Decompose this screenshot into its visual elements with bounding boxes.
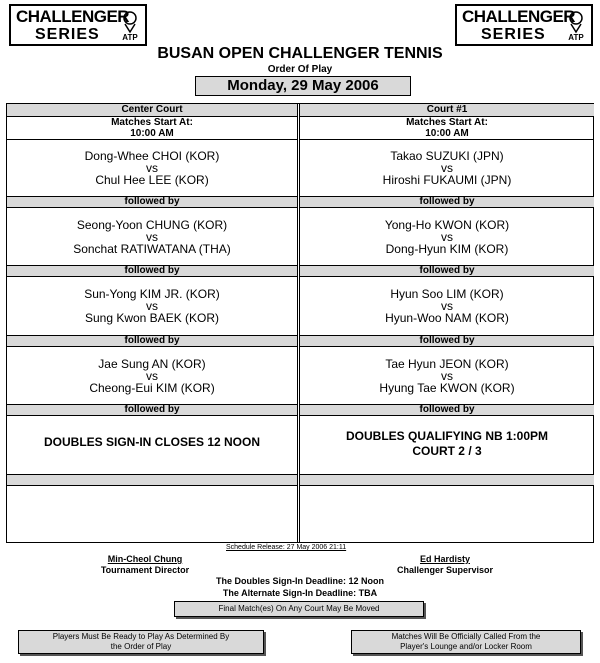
doubles-deadline: The Doubles Sign-In Deadline: 12 Noon [215,576,384,586]
players-ready-line: Players Must Be Ready to Play As Determined By [52,632,230,641]
followed-by-label: followed by [7,404,297,416]
start-label: Matches Start At: [406,117,488,128]
vs-label: vs [146,230,158,244]
supervisor-name: Ed Hardisty [419,554,470,564]
followed-by-label: followed by [300,404,594,416]
schedule-release: Schedule Release: 27 May 2006 21:11 [226,544,347,551]
players-ready-note [18,630,264,654]
player-one: Takao SUZUKI (JPN) [390,149,504,163]
followed-by-label: followed by [300,265,594,277]
followed-by-label: followed by [300,335,594,347]
svg-text:ATP: ATP [122,33,138,42]
director-name: Min-Cheol Chung [107,554,183,564]
matches-called-line: Player's Lounge and/or Locker Room [400,642,532,651]
logo-line1: CHALLENGER [16,7,130,26]
court-note-line: DOUBLES SIGN-IN CLOSES 12 NOON [43,435,261,449]
start-time: 10:00 AM [130,128,174,139]
player-one: Sun-Yong KIM JR. (KOR) [84,287,220,301]
followed-by-label: followed by [7,196,297,208]
start-label: Matches Start At: [111,117,193,128]
player-two: Hyung Tae KWON (KOR) [379,381,515,395]
empty-followed-by-bar [300,474,594,486]
followed-by-label: followed by [7,265,297,277]
player-one: Seong-Yoon CHUNG (KOR) [76,218,228,232]
court-column-court-1 [299,104,594,542]
court-note [300,429,594,459]
player-two: Sung Kwon BAEK (KOR) [84,311,220,325]
player-two: Cheong-Eui KIM (KOR) [89,381,215,395]
court-name: Court #1 [300,104,594,117]
order-of-play-grid [6,103,594,543]
logo-line2: SERIES [481,26,546,43]
players-ready-line: the Order of Play [110,642,172,651]
player-two: Hiroshi FUKAUMI (JPN) [382,173,512,187]
vs-label: vs [146,369,158,383]
alternate-deadline: The Alternate Sign-In Deadline: TBA [222,588,378,598]
vs-label: vs [441,161,453,175]
logo-line2: SERIES [35,26,100,43]
vs-label: vs [146,161,158,175]
challenger-series-logo-right [455,4,593,46]
schedule-date: Monday, 29 May 2006 [195,76,411,96]
director-title: Tournament Director [100,565,190,575]
player-two: Chul Hee LEE (KOR) [95,173,209,187]
start-time-block [7,117,297,140]
final-match-note: Final Match(es) On Any Court May Be Moved [174,601,424,617]
match [7,288,297,324]
challenger-series-logo-left [9,4,147,46]
player-one: Tae Hyun JEON (KOR) [385,357,509,371]
vs-label: vs [441,369,453,383]
followed-by-label: followed by [7,335,297,347]
match [300,150,594,186]
tournament-director-signature [80,554,210,576]
page-title: BUSAN OPEN CHALLENGER TENNIS [157,45,443,62]
court-note [7,435,297,450]
challenger-supervisor-signature [380,554,510,576]
match [300,288,594,324]
player-one: Hyun Soo LIM (KOR) [390,287,504,301]
svg-text:ATP: ATP [568,33,584,42]
vs-label: vs [146,299,158,313]
court-note-line: COURT 2 / 3 [412,444,482,458]
match [7,358,297,394]
match [7,150,297,186]
player-two: Dong-Hyun KIM (KOR) [385,242,509,256]
page-subtitle: Order Of Play [267,64,333,75]
atp-badge-icon [565,10,587,42]
match [300,219,594,255]
player-one: Dong-Whee CHOI (KOR) [84,149,220,163]
matches-called-line: Matches Will Be Officially Called From the [391,632,541,641]
logo-line1: CHALLENGER [462,7,576,26]
match [300,358,594,394]
court-note-line: DOUBLES QUALIFYING NB 1:00PM [345,429,549,443]
start-time: 10:00 AM [425,128,469,139]
player-two: Sonchat RATIWATANA (THA) [73,242,231,256]
supervisor-title: Challenger Supervisor [396,565,494,575]
start-time-block [300,117,594,140]
player-two: Hyun-Woo NAM (KOR) [385,311,509,325]
atp-badge-icon [119,10,141,42]
player-one: Yong-Ho KWON (KOR) [384,218,510,232]
match [7,219,297,255]
matches-called-note [351,630,581,654]
followed-by-label: followed by [300,196,594,208]
court-name: Center Court [7,104,297,117]
empty-followed-by-bar [7,474,297,486]
vs-label: vs [441,230,453,244]
vs-label: vs [441,299,453,313]
player-one: Jae Sung AN (KOR) [98,357,206,371]
court-column-center [7,104,298,542]
